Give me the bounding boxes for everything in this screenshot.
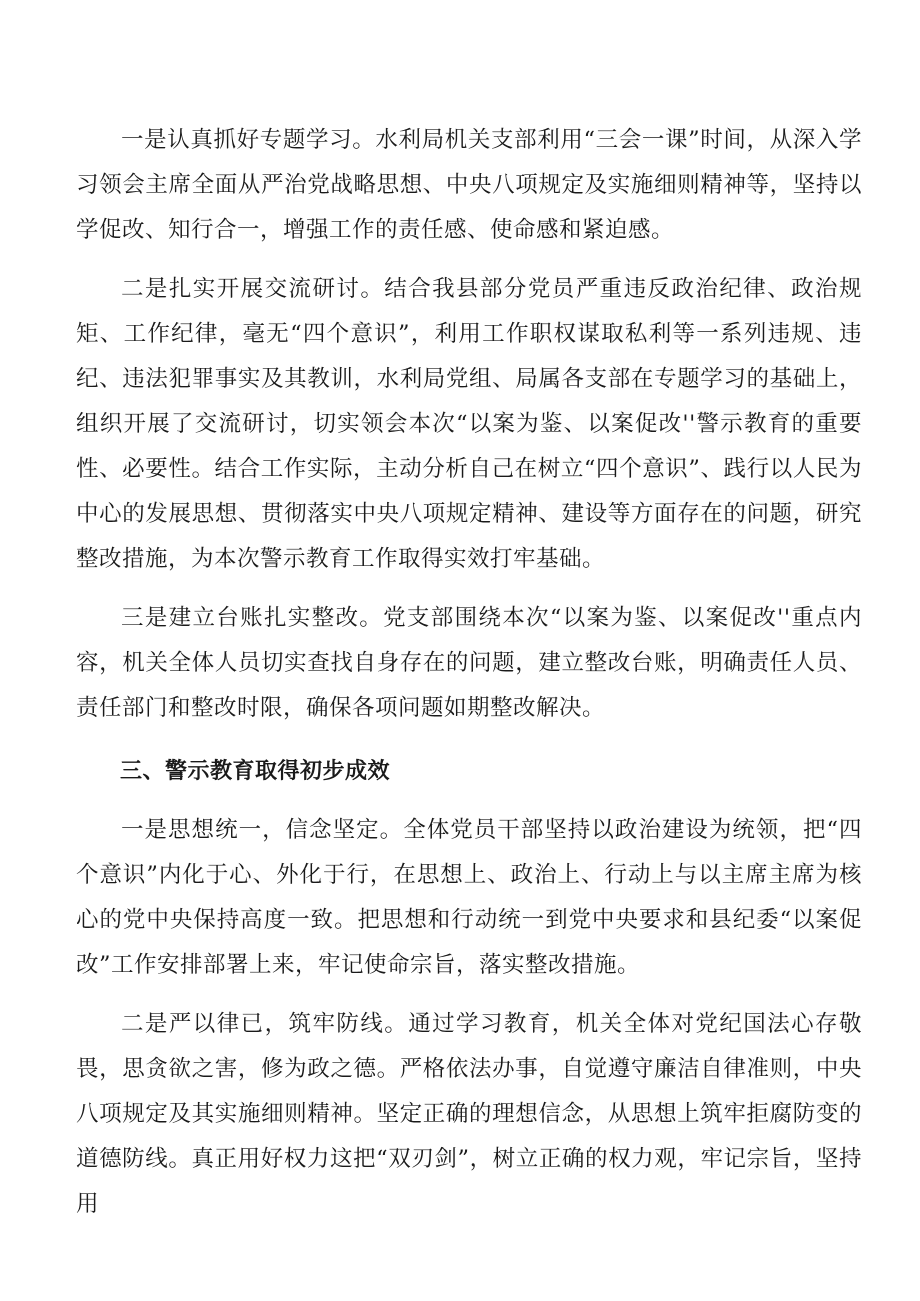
section-heading: 三、警示教育取得初步成效 <box>120 759 391 784</box>
paragraph-ledger: 三是建立台账扎实整改。党支部围绕本次“以案为鉴、以案促改''重点内容，机关全体人员切实查找自身存在的问题，建立整改台账，明确责任人员、责任部门和整改时限，确保各项问题如期整改解决。 <box>76 605 862 721</box>
paragraph-self-discipline: 二是严以律已，筑牢防线。通过学习教育，机关全体对党纪国法心存敬畏，思贪欲之害，修为政之德。严格依法办事，自觉遵守廉洁自律准则，中央八项规定及其实施细则精神。坚定正确的理想信念，从思想上筑牢拒腐防变的道德防线。真正用好权力这把“双刃剑”，树立正确的权力观，牢记宗旨，坚持用 <box>76 1011 862 1217</box>
paragraph-discussion: 二是扎实开展交流研讨。结合我县部分党员严重违反政治纪律、政治规矩、工作纪律，毫无“四个意识”，利用工作职权谋取私利等一系列违规、违纪、违法犯罪事实及其教训，水利局党组、局属各支部在专题学习的基础上，组织开展了交流研讨，切实领会本次“以案为鉴、以案促改''警示教育的重要性、必要性。结合工作实际，主动分析自己在树立“四个意识”、践行以人民为中心的发展思想、贯彻落实中央八项规定精神、建设等方面存在的问题，研究整改措施，为本次警示教育工作取得实效打牢基础。 <box>76 276 862 572</box>
paragraph-thought-unity: 一是思想统一，信念坚定。全体党员干部坚持以政治建设为统领，把“四个意识”内化于心、外化于行，在思想上、政治上、行动上与以主席主席为核心的党中央保持高度一致。把思想和行动统一到党中央要求和县纪委“以案促改”工作安排部署上来，牢记使命宗旨，落实整改措施。 <box>76 817 862 978</box>
document-page <box>76 118 862 1241</box>
paragraph-study: 一是认真抓好专题学习。水利局机关支部利用“三会一课”时间，从深入学习领会主席全面从严治党战略思想、中央八项规定及实施细则精神等，坚持以学促改、知行合一，增强工作的责任感、使命感和紧迫感。 <box>76 127 862 243</box>
